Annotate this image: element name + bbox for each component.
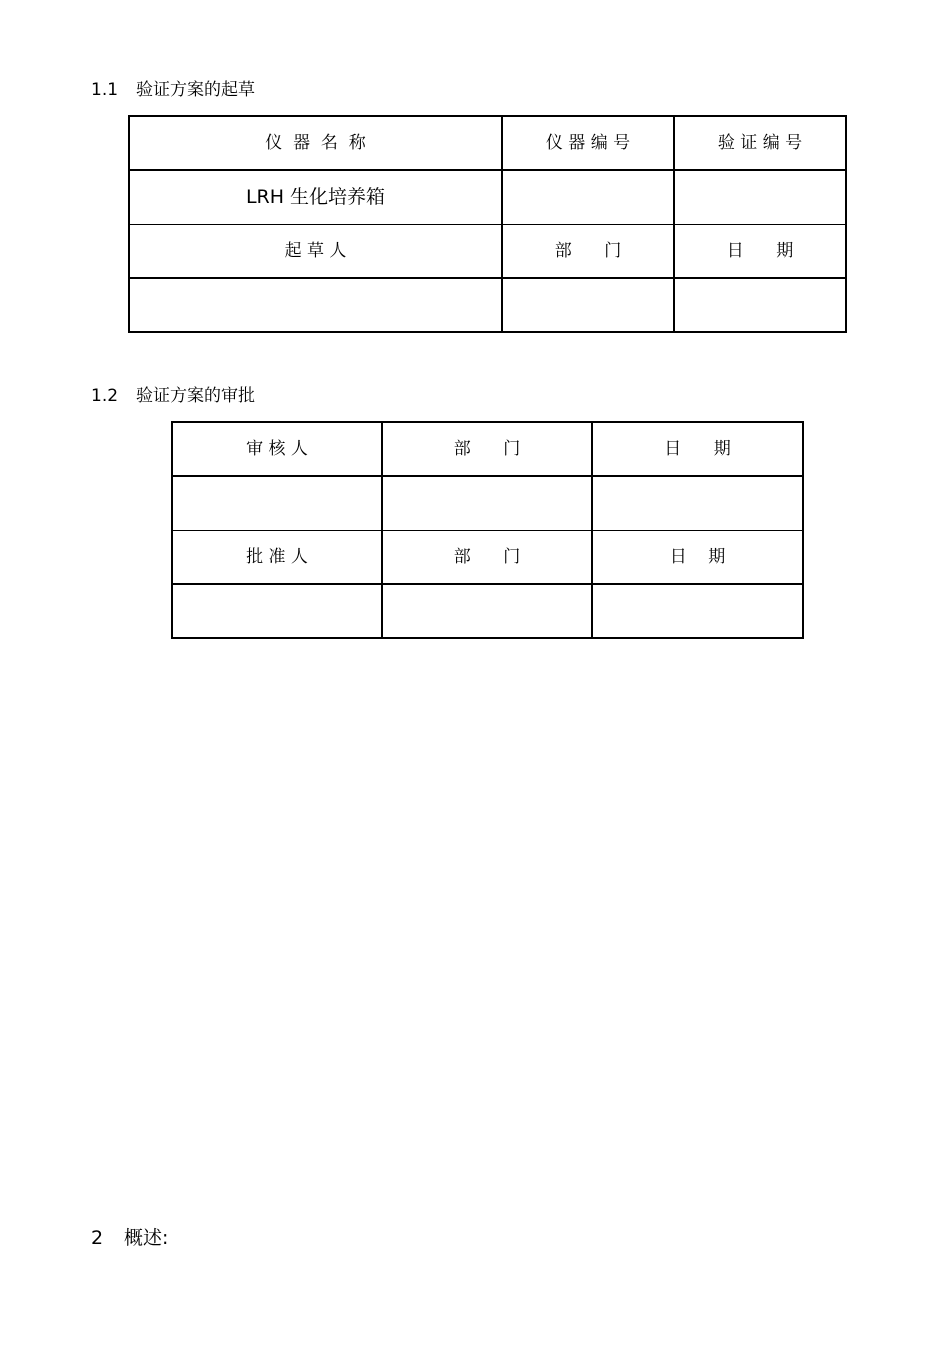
instrument-name-value: LRH 生化培养箱 — [129, 170, 502, 224]
approver-date-label: 日 期 — [592, 530, 803, 584]
section-1-2-title: 验证方案的审批 — [136, 386, 255, 406]
section-1-1-number: 1.1 — [91, 80, 119, 100]
validation-number-header: 验 证 编 号 — [674, 116, 846, 170]
approver-department-value — [382, 584, 592, 638]
reviewer-label-row — [172, 422, 803, 476]
approver-label-row — [172, 530, 803, 584]
drafting-header-row — [129, 116, 846, 170]
drafting-instrument-row — [129, 170, 846, 224]
section-1-2-heading — [91, 386, 255, 406]
approver-value — [172, 584, 382, 638]
drafting-label-row — [129, 224, 846, 278]
instrument-number-header: 仪 器 编 号 — [502, 116, 674, 170]
approver-date-value — [592, 584, 803, 638]
instrument-number-value — [502, 170, 674, 224]
reviewer-department-value — [382, 476, 592, 530]
section-1-1-heading — [91, 80, 255, 100]
drafter-date-value — [674, 278, 846, 332]
drafter-department-value — [502, 278, 674, 332]
section-2-heading — [91, 1228, 168, 1248]
drafting-table — [128, 115, 847, 333]
section-1-1-title: 验证方案的起草 — [136, 80, 255, 100]
drafter-value — [129, 278, 502, 332]
approver-value-row — [172, 584, 803, 638]
approval-table — [171, 421, 804, 639]
validation-number-value — [674, 170, 846, 224]
reviewer-date-label: 日 期 — [592, 422, 803, 476]
approver-label: 批 准 人 — [172, 530, 382, 584]
section-2-title: 概述: — [124, 1227, 169, 1249]
drafter-date-label: 日 期 — [674, 224, 846, 278]
reviewer-label: 审 核 人 — [172, 422, 382, 476]
approver-department-label: 部 门 — [382, 530, 592, 584]
drafter-label: 起 草 人 — [129, 224, 502, 278]
reviewer-department-label: 部 门 — [382, 422, 592, 476]
section-1-2-number: 1.2 — [91, 386, 119, 406]
drafting-value-row — [129, 278, 846, 332]
section-2-number: 2 — [91, 1227, 104, 1249]
reviewer-value-row — [172, 476, 803, 530]
drafter-department-label: 部 门 — [502, 224, 674, 278]
instrument-name-header: 仪 器 名 称 — [129, 116, 502, 170]
reviewer-value — [172, 476, 382, 530]
reviewer-date-value — [592, 476, 803, 530]
